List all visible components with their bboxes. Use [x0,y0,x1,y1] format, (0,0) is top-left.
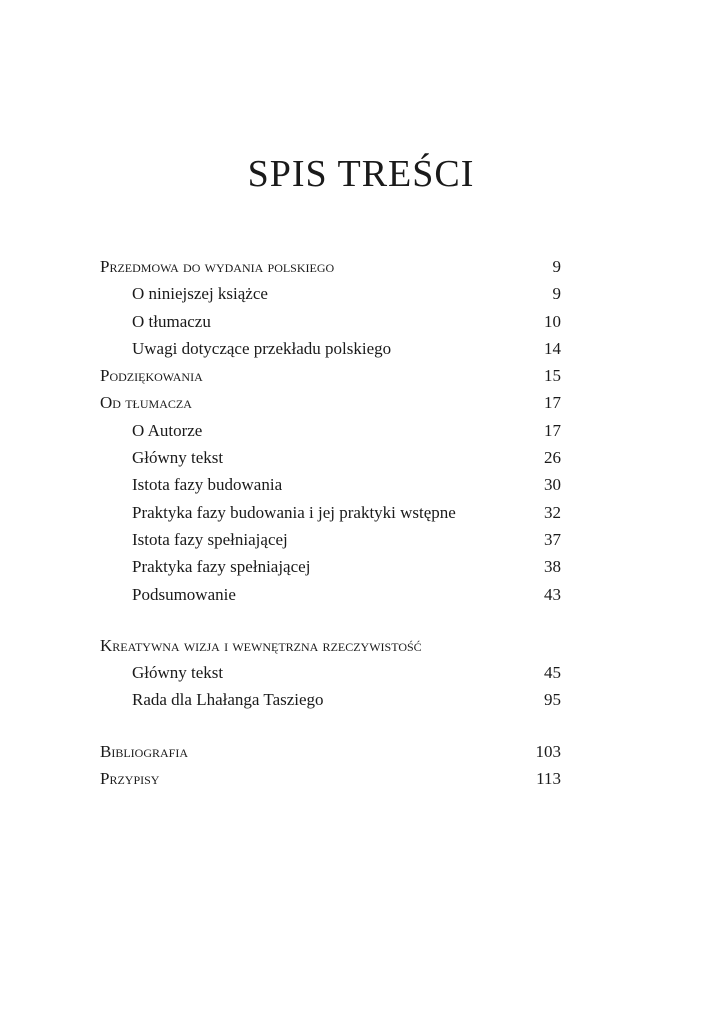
toc-entry-page: 14 [544,338,561,358]
toc-entry-label: Uwagi dotyczące przekładu polskiego [132,338,392,358]
toc-entry-label: Przedmowa do wydania polskiego [100,257,335,276]
toc-entry-page: 10 [544,311,561,331]
toc-entry-page: 37 [544,529,561,549]
toc-entry [100,389,561,416]
toc-entry-label: Istota fazy spełniającej [132,529,288,549]
toc-entry [100,335,561,362]
toc-entry-label: Bibliografia [100,741,189,761]
toc-entry-label: Podziękowania [100,366,203,386]
toc-entry [100,362,561,389]
toc-entry-label: Praktyka fazy budowania i jej praktyki wstępne [132,502,456,522]
toc-entry-page: 43 [544,584,561,604]
toc-entry-page: 95 [544,690,561,710]
toc-entry-label: Podsumowanie [132,584,236,604]
toc-entry-label: O niniejszej książce [132,284,268,304]
toc-entry-page: 26 [544,448,561,468]
table-of-contents [100,253,561,792]
toc-entry [100,499,561,526]
toc-entry-label: Istota fazy budowania [132,475,283,495]
toc-entry-label: Praktyka fazy spełniającej [132,557,311,577]
toc-entry [100,659,561,686]
toc-entry [100,253,561,280]
toc-entry [100,280,561,307]
toc-entry [100,526,561,553]
page-title: SPIS TREŚCI [247,153,475,195]
toc-entry-page: 30 [544,475,561,495]
toc-entry [100,632,561,659]
toc-entry [100,765,561,792]
toc-entry [100,686,561,713]
toc-entry-label: Od tłumacza [100,393,192,413]
toc-entry [100,553,561,580]
toc-entry-label: Kreatywna wizja i wewnętrzna rzeczywistość [100,635,422,655]
toc-entry-page: 103 [535,741,561,761]
toc-entry-label: Główny tekst [132,663,224,683]
toc-entry [100,738,561,765]
toc-entry-page: 45 [544,663,561,683]
toc-entry-page: 15 [544,366,561,386]
toc-entry [100,581,561,608]
toc-entry-page: 17 [544,393,561,413]
toc-entry-page: 113 [536,769,561,789]
toc-entry-label: Rada dla Lhałanga Tasziego [132,690,324,710]
toc-entry-page: 38 [544,557,561,577]
toc-entry-label: O tłumaczu [132,311,211,331]
toc-entry-label: O Autorze [132,420,203,440]
toc-entry [100,417,561,444]
toc-entry-page: 32 [544,502,561,522]
toc-entry-label: Główny tekst [132,448,224,468]
toc-entry [100,471,561,498]
toc-entry [100,444,561,471]
toc-entry-label: Przypisy [100,769,160,789]
toc-entry-page: 9 [552,284,561,304]
toc-entry [100,308,561,335]
toc-entry-page: 9 [552,257,561,276]
toc-entry-page: 17 [544,420,561,440]
